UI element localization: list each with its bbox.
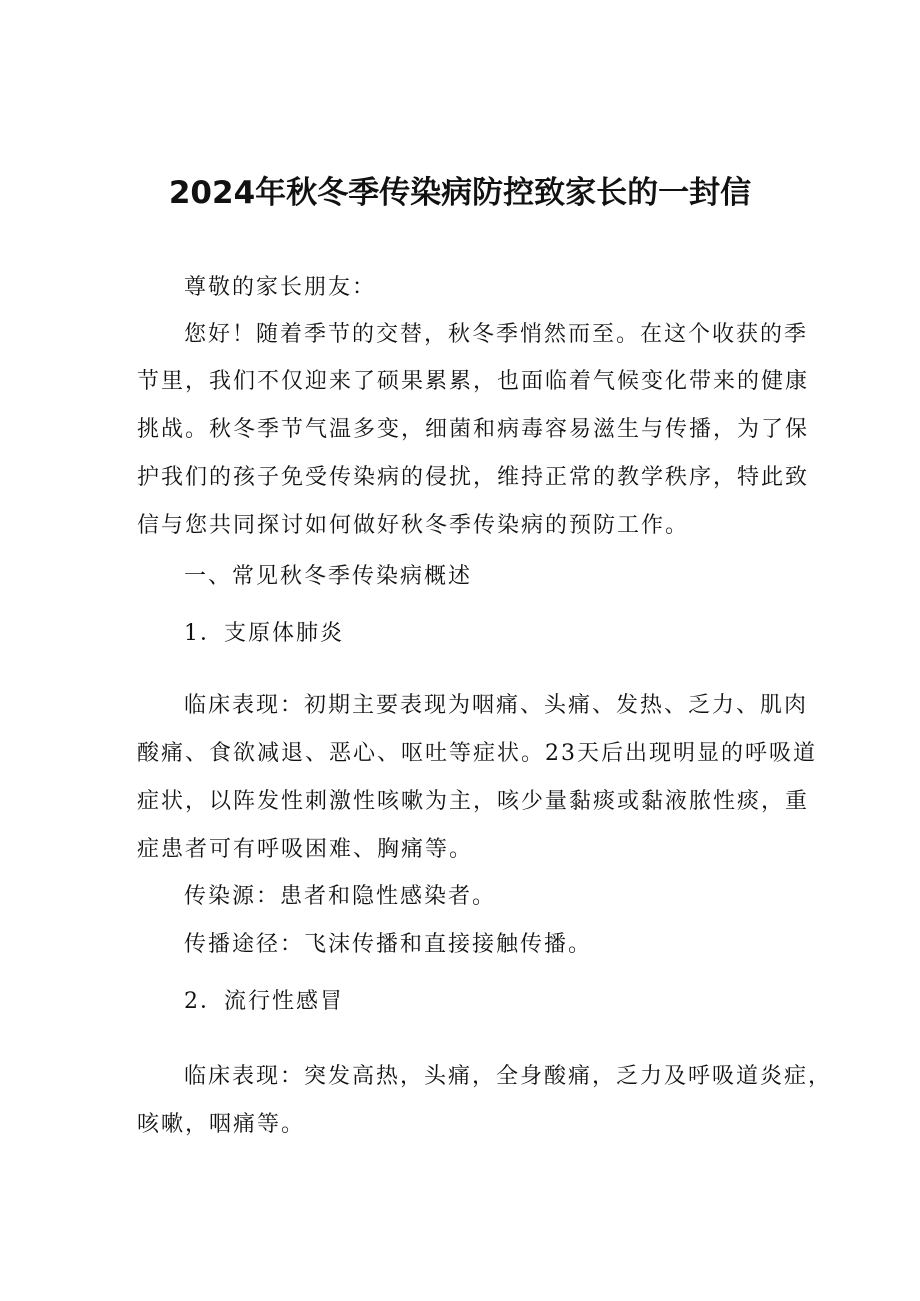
- clinical-line: 酸痛、食欲减退、恶心、呕吐等症状。23天后出现明显的呼吸道: [137, 741, 817, 766]
- clinical-line: 症患者可有呼吸困难、胸痛等。: [137, 837, 474, 862]
- transmission-route: 传播途径：飞沫传播和直接接触传播。: [184, 932, 593, 957]
- intro-line: 挑战。秋冬季节气温多变，细菌和病毒容易滋生与传播，为了保: [137, 417, 810, 442]
- section-heading: 一、常见秋冬季传染病概述: [184, 564, 473, 589]
- salutation: 尊敬的家长朋友：: [184, 275, 377, 300]
- intro-line: 节里，我们不仅迎来了硕果累累，也面临着气候变化带来的健康: [137, 369, 810, 394]
- clinical-line: 症状，以阵发性刺激性咳嗽为主，咳少量黏痰或黏液脓性痰，重: [137, 789, 810, 814]
- clinical-line: 临床表现：突发高热，头痛，全身酸痛，乏力及呼吸道炎症，: [184, 1064, 833, 1089]
- disease-heading: 1．支原体肺炎: [184, 621, 344, 646]
- clinical-line: 临床表现：初期主要表现为咽痛、头痛、发热、乏力、肌肉: [184, 693, 809, 718]
- transmission-source: 传染源：患者和隐性感染者。: [184, 884, 497, 909]
- intro-line: 信与您共同探讨如何做好秋冬季传染病的预防工作。: [137, 513, 690, 538]
- disease-heading: 2．流行性感冒: [184, 989, 344, 1014]
- intro-line: 护我们的孩子免受传染病的侵扰，维持正常的教学秩序，特此致: [137, 465, 810, 490]
- clinical-line: 咳嗽，咽痛等。: [137, 1112, 306, 1137]
- document-title: 2024年秋冬季传染病防控致家长的一封信: [168, 175, 752, 211]
- intro-line: 您好！随着季节的交替，秋冬季悄然而至。在这个收获的季: [184, 322, 809, 347]
